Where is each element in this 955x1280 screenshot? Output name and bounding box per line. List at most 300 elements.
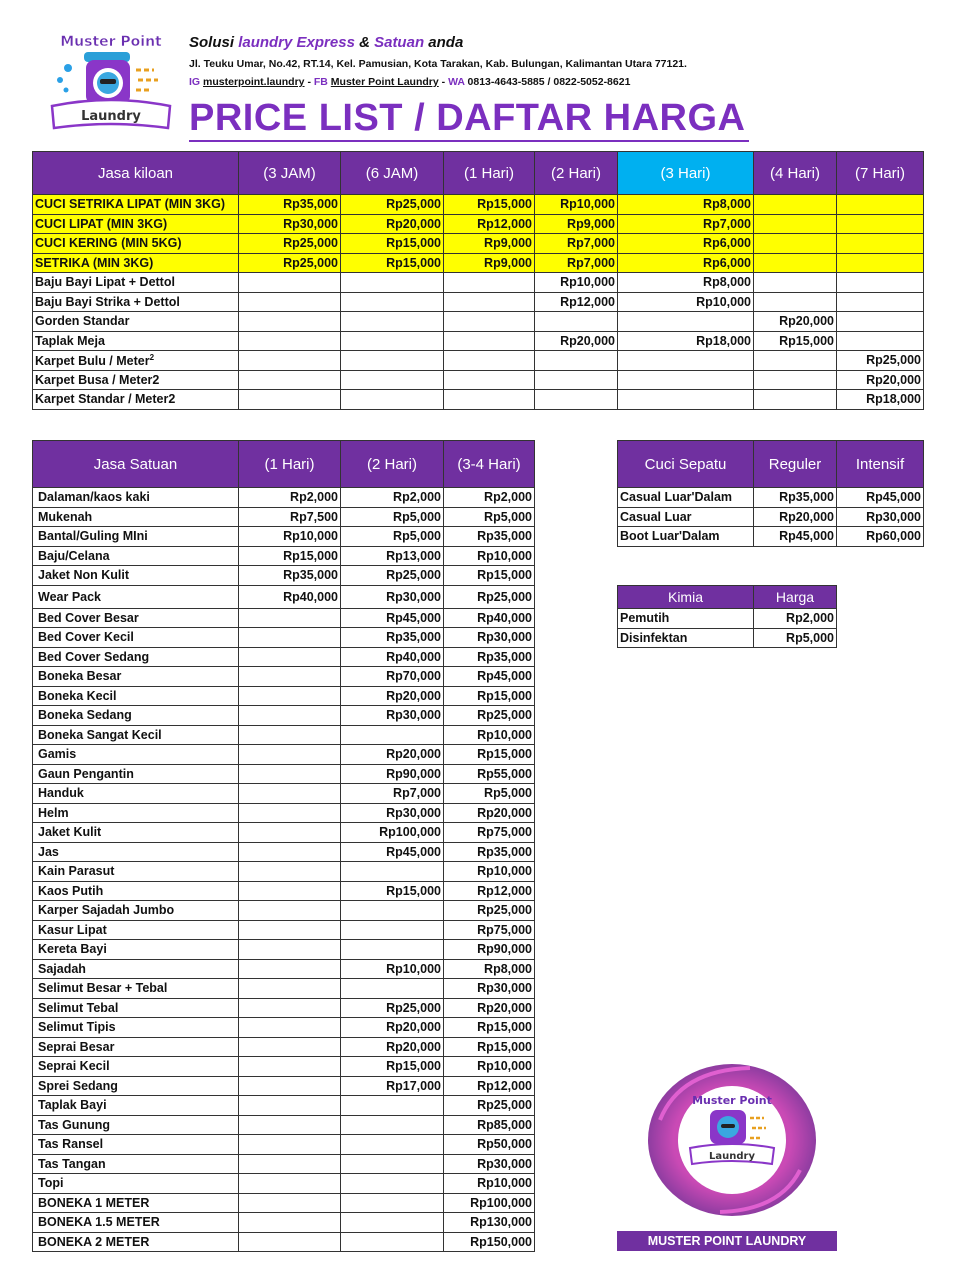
- satuan-row: [33, 940, 535, 960]
- satuan-price-cell: Rp15,000: [444, 1018, 535, 1038]
- sepatu-price-cell: Rp20,000: [754, 507, 837, 527]
- kiloan-header: (1 Hari): [444, 152, 535, 195]
- satuan-price-cell: Rp15,000: [444, 1037, 535, 1057]
- satuan-price-cell: Rp15,000: [444, 686, 535, 706]
- satuan-item-name: Helm: [33, 803, 239, 823]
- satuan-row: [33, 1057, 535, 1077]
- satuan-row: [33, 1135, 535, 1155]
- satuan-row: [33, 706, 535, 726]
- kiloan-price-cell: Rp12,000: [535, 292, 618, 312]
- kiloan-item-name: CUCI LIPAT (MIN 3KG): [33, 214, 239, 234]
- kiloan-price-cell: [535, 390, 618, 410]
- kiloan-header: (7 Hari): [837, 152, 924, 195]
- sepatu-price-cell: Rp45,000: [754, 527, 837, 547]
- kiloan-row: [33, 273, 924, 293]
- kiloan-price-cell: [837, 292, 924, 312]
- kiloan-price-cell: Rp7,000: [618, 214, 754, 234]
- satuan-price-cell: [341, 940, 444, 960]
- kiloan-price-cell: Rp15,000: [444, 195, 535, 215]
- kiloan-price-cell: Rp7,000: [535, 234, 618, 254]
- kiloan-price-cell: [618, 370, 754, 390]
- satuan-price-cell: [341, 862, 444, 882]
- satuan-price-cell: [239, 862, 341, 882]
- kiloan-price-cell: Rp8,000: [618, 273, 754, 293]
- satuan-price-cell: [239, 1193, 341, 1213]
- kimia-header: Harga: [754, 586, 837, 609]
- satuan-item-name: Selimut Tipis: [33, 1018, 239, 1038]
- kiloan-price-cell: [341, 292, 444, 312]
- sepatu-row: [618, 488, 924, 508]
- satuan-price-cell: Rp10,000: [444, 725, 535, 745]
- satuan-price-cell: Rp5,000: [444, 784, 535, 804]
- kimia-item-name: Disinfektan: [618, 628, 754, 648]
- satuan-item-name: Seprai Kecil: [33, 1057, 239, 1077]
- satuan-price-cell: Rp25,000: [444, 706, 535, 726]
- satuan-price-cell: [239, 1232, 341, 1252]
- kiloan-header: (4 Hari): [754, 152, 837, 195]
- satuan-row: [33, 823, 535, 843]
- tagline-part: anda: [428, 34, 464, 51]
- kiloan-item-name: CUCI SETRIKA LIPAT (MIN 3KG): [33, 195, 239, 215]
- satuan-price-cell: Rp13,000: [341, 546, 444, 566]
- satuan-row: [33, 1018, 535, 1038]
- kiloan-price-cell: Rp20,000: [535, 331, 618, 351]
- kiloan-row: [33, 312, 924, 332]
- kiloan-price-cell: [754, 234, 837, 254]
- satuan-item-name: Gaun Pengantin: [33, 764, 239, 784]
- kiloan-price-cell: [444, 390, 535, 410]
- kiloan-price-cell: Rp10,000: [535, 273, 618, 293]
- kiloan-item-name: Karpet Busa / Meter2: [33, 370, 239, 390]
- kiloan-price-cell: [754, 273, 837, 293]
- satuan-item-name: Kasur Lipat: [33, 920, 239, 940]
- satuan-item-name: Bed Cover Kecil: [33, 628, 239, 648]
- satuan-price-cell: Rp10,000: [444, 546, 535, 566]
- seal-name-text: Laundry: [709, 1151, 755, 1162]
- satuan-price-cell: Rp35,000: [444, 647, 535, 667]
- kiloan-row: [33, 292, 924, 312]
- kiloan-price-cell: [341, 331, 444, 351]
- satuan-row: [33, 1232, 535, 1252]
- satuan-price-cell: Rp30,000: [444, 628, 535, 648]
- satuan-row: [33, 1096, 535, 1116]
- satuan-price-cell: [341, 979, 444, 999]
- superscript-two: 2: [149, 352, 155, 362]
- satuan-price-cell: [239, 1135, 341, 1155]
- satuan-item-name: Bantal/Guling MIni: [33, 527, 239, 547]
- kimia-price-cell: Rp5,000: [754, 628, 837, 648]
- kiloan-item-name: Baju Bayi Lipat + Dettol: [33, 273, 239, 293]
- kiloan-price-cell: [239, 312, 341, 332]
- satuan-item-name: Baju/Celana: [33, 546, 239, 566]
- separator: -: [441, 76, 446, 88]
- kiloan-header: Jasa kiloan: [33, 152, 239, 195]
- satuan-row: [33, 862, 535, 882]
- satuan-price-cell: [239, 686, 341, 706]
- satuan-item-name: Jaket Non Kulit: [33, 566, 239, 586]
- tagline-highlight: Satuan: [374, 34, 425, 51]
- satuan-row: [33, 1213, 535, 1233]
- wa-label: WA: [448, 76, 465, 88]
- satuan-price-cell: Rp2,000: [239, 488, 341, 508]
- satuan-row: [33, 959, 535, 979]
- satuan-price-cell: [239, 1018, 341, 1038]
- satuan-price-cell: Rp30,000: [444, 979, 535, 999]
- kiloan-item-name: CUCI KERING (MIN 5KG): [33, 234, 239, 254]
- kiloan-price-cell: [239, 273, 341, 293]
- satuan-item-name: Selimut Tebal: [33, 998, 239, 1018]
- kiloan-price-cell: [535, 370, 618, 390]
- page-title: PRICE LIST / DAFTAR HARGA: [189, 96, 749, 142]
- kiloan-price-cell: [837, 331, 924, 351]
- kiloan-price-cell: [837, 312, 924, 332]
- satuan-price-cell: Rp15,000: [239, 546, 341, 566]
- kiloan-price-cell: Rp9,000: [444, 253, 535, 273]
- kiloan-price-cell: Rp15,000: [341, 253, 444, 273]
- kiloan-price-cell: [837, 234, 924, 254]
- kiloan-price-cell: Rp18,000: [837, 390, 924, 410]
- kiloan-item-name: Taplak Meja: [33, 331, 239, 351]
- kiloan-price-cell: [444, 312, 535, 332]
- kiloan-price-cell: Rp15,000: [754, 331, 837, 351]
- kiloan-price-cell: Rp30,000: [239, 214, 341, 234]
- tagline-highlight: laundry Express: [238, 34, 355, 51]
- satuan-row: [33, 784, 535, 804]
- satuan-header: (1 Hari): [239, 441, 341, 488]
- satuan-item-name: Topi: [33, 1174, 239, 1194]
- satuan-price-cell: Rp25,000: [341, 998, 444, 1018]
- satuan-price-cell: Rp35,000: [444, 842, 535, 862]
- kiloan-price-cell: Rp20,000: [341, 214, 444, 234]
- kiloan-price-cell: [837, 195, 924, 215]
- satuan-price-cell: Rp10,000: [444, 1057, 535, 1077]
- satuan-price-cell: Rp10,000: [444, 1174, 535, 1194]
- satuan-item-name: Kain Parasut: [33, 862, 239, 882]
- satuan-price-cell: [239, 784, 341, 804]
- satuan-price-cell: Rp75,000: [444, 823, 535, 843]
- kiloan-row: [33, 370, 924, 390]
- satuan-price-cell: [239, 1037, 341, 1057]
- kimia-row: [618, 628, 837, 648]
- kiloan-price-cell: Rp12,000: [444, 214, 535, 234]
- kiloan-item-name: Baju Bayi Strika + Dettol: [33, 292, 239, 312]
- kiloan-price-cell: [444, 370, 535, 390]
- satuan-row: [33, 1193, 535, 1213]
- satuan-row: [33, 842, 535, 862]
- satuan-price-cell: [239, 1174, 341, 1194]
- satuan-item-name: BONEKA 1 METER: [33, 1193, 239, 1213]
- kiloan-row: [33, 351, 924, 371]
- satuan-row: [33, 725, 535, 745]
- satuan-price-cell: Rp90,000: [341, 764, 444, 784]
- sepatu-row: [618, 527, 924, 547]
- seal-brand-text: Muster Point: [692, 1094, 772, 1107]
- whatsapp-numbers: 0813-4643-5885 / 0822-5052-8621: [467, 76, 631, 88]
- satuan-row: [33, 803, 535, 823]
- kiloan-price-cell: [754, 370, 837, 390]
- satuan-price-cell: [239, 940, 341, 960]
- satuan-item-name: BONEKA 1.5 METER: [33, 1213, 239, 1233]
- satuan-row: [33, 527, 535, 547]
- satuan-row: [33, 667, 535, 687]
- kiloan-price-cell: [341, 312, 444, 332]
- kiloan-price-cell: [754, 292, 837, 312]
- satuan-item-name: Boneka Besar: [33, 667, 239, 687]
- satuan-price-cell: [341, 1213, 444, 1233]
- satuan-item-name: Selimut Besar + Tebal: [33, 979, 239, 999]
- satuan-price-cell: Rp20,000: [341, 686, 444, 706]
- satuan-item-name: BONEKA 2 METER: [33, 1232, 239, 1252]
- satuan-item-name: Wear Pack: [33, 585, 239, 608]
- kiloan-item-name: Gorden Standar: [33, 312, 239, 332]
- satuan-item-name: Sajadah: [33, 959, 239, 979]
- satuan-price-cell: [341, 901, 444, 921]
- kiloan-price-cell: Rp7,000: [535, 253, 618, 273]
- sepatu-price-cell: Rp45,000: [837, 488, 924, 508]
- satuan-price-cell: Rp30,000: [341, 706, 444, 726]
- kiloan-price-cell: [341, 351, 444, 371]
- satuan-row: [33, 647, 535, 667]
- satuan-item-name: Jas: [33, 842, 239, 862]
- satuan-item-name: Tas Ransel: [33, 1135, 239, 1155]
- satuan-price-cell: Rp20,000: [341, 745, 444, 765]
- tagline-part: &: [359, 34, 370, 51]
- kiloan-header: (3 Hari): [618, 152, 754, 195]
- satuan-price-cell: Rp5,000: [341, 527, 444, 547]
- kiloan-price-cell: [754, 195, 837, 215]
- satuan-price-cell: Rp20,000: [341, 1037, 444, 1057]
- kiloan-price-cell: Rp6,000: [618, 234, 754, 254]
- satuan-row: [33, 764, 535, 784]
- satuan-item-name: Tas Gunung: [33, 1115, 239, 1135]
- kiloan-row: [33, 214, 924, 234]
- facebook-page[interactable]: Muster Point Laundry: [330, 76, 439, 88]
- satuan-header: Jasa Satuan: [33, 441, 239, 488]
- satuan-header: (3-4 Hari): [444, 441, 535, 488]
- kiloan-price-cell: [618, 390, 754, 410]
- satuan-price-cell: [341, 725, 444, 745]
- satuan-price-cell: Rp25,000: [444, 1096, 535, 1116]
- kiloan-price-cell: [341, 390, 444, 410]
- kiloan-price-cell: Rp18,000: [618, 331, 754, 351]
- satuan-price-cell: Rp75,000: [444, 920, 535, 940]
- kiloan-price-cell: [444, 273, 535, 293]
- satuan-price-cell: [341, 1174, 444, 1194]
- satuan-item-name: Gamis: [33, 745, 239, 765]
- fb-label: FB: [313, 76, 328, 88]
- satuan-item-name: Taplak Bayi: [33, 1096, 239, 1116]
- sepatu-price-cell: Rp35,000: [754, 488, 837, 508]
- satuan-item-name: Bed Cover Besar: [33, 608, 239, 628]
- satuan-price-cell: Rp100,000: [341, 823, 444, 843]
- ig-label: IG: [189, 76, 201, 88]
- satuan-price-cell: [239, 1096, 341, 1116]
- satuan-price-cell: [239, 647, 341, 667]
- kiloan-price-cell: [239, 331, 341, 351]
- satuan-price-cell: [239, 1154, 341, 1174]
- satuan-row: [33, 628, 535, 648]
- kiloan-price-cell: [754, 390, 837, 410]
- satuan-price-cell: Rp150,000: [444, 1232, 535, 1252]
- separator: -: [307, 76, 311, 88]
- sepatu-header: Intensif: [837, 441, 924, 488]
- instagram-handle[interactable]: musterpoint.laundry: [203, 76, 305, 88]
- sepatu-row: [618, 507, 924, 527]
- satuan-price-cell: [239, 842, 341, 862]
- kiloan-row: [33, 331, 924, 351]
- satuan-price-cell: [341, 1115, 444, 1135]
- satuan-price-cell: Rp17,000: [341, 1076, 444, 1096]
- satuan-row: [33, 488, 535, 508]
- kiloan-price-cell: Rp15,000: [341, 234, 444, 254]
- satuan-item-name: Kaos Putih: [33, 881, 239, 901]
- satuan-row: [33, 920, 535, 940]
- sepatu-item-name: Casual Luar: [618, 507, 754, 527]
- satuan-price-cell: Rp70,000: [341, 667, 444, 687]
- kiloan-price-cell: Rp8,000: [618, 195, 754, 215]
- kiloan-price-cell: [754, 253, 837, 273]
- kiloan-row: [33, 253, 924, 273]
- satuan-price-cell: [341, 1096, 444, 1116]
- satuan-row: [33, 745, 535, 765]
- kiloan-price-cell: [239, 370, 341, 390]
- logo-name-text: Laundry: [81, 109, 141, 124]
- kiloan-item-name: Karpet Standar / Meter2: [33, 390, 239, 410]
- satuan-item-name: Boneka Sangat Kecil: [33, 725, 239, 745]
- satuan-item-name: Sprei Sedang: [33, 1076, 239, 1096]
- kiloan-header: (6 JAM): [341, 152, 444, 195]
- satuan-item-name: Boneka Sedang: [33, 706, 239, 726]
- satuan-price-cell: Rp15,000: [341, 1057, 444, 1077]
- satuan-row: [33, 546, 535, 566]
- sepatu-header: Reguler: [754, 441, 837, 488]
- kimia-header: Kimia: [618, 586, 754, 609]
- satuan-price-cell: Rp30,000: [444, 1154, 535, 1174]
- satuan-item-name: Kereta Bayi: [33, 940, 239, 960]
- kiloan-row: [33, 390, 924, 410]
- logo-brand-text: Muster Point: [60, 34, 162, 50]
- satuan-price-cell: [341, 920, 444, 940]
- satuan-price-cell: [239, 823, 341, 843]
- satuan-row: [33, 566, 535, 586]
- satuan-item-name: Dalaman/kaos kaki: [33, 488, 239, 508]
- satuan-item-name: Jaket Kulit: [33, 823, 239, 843]
- jasa-kiloan-table: [32, 151, 924, 410]
- kiloan-price-cell: [239, 292, 341, 312]
- satuan-price-cell: Rp10,000: [341, 959, 444, 979]
- satuan-price-cell: [239, 764, 341, 784]
- kiloan-price-cell: [239, 351, 341, 371]
- sepatu-item-name: Boot Luar'Dalam: [618, 527, 754, 547]
- satuan-item-name: Seprai Besar: [33, 1037, 239, 1057]
- kiloan-header: (2 Hari): [535, 152, 618, 195]
- satuan-price-cell: Rp10,000: [444, 862, 535, 882]
- satuan-price-cell: Rp12,000: [444, 1076, 535, 1096]
- kiloan-price-cell: Rp25,000: [239, 234, 341, 254]
- satuan-price-cell: Rp10,000: [239, 527, 341, 547]
- satuan-row: [33, 998, 535, 1018]
- satuan-item-name: Bed Cover Sedang: [33, 647, 239, 667]
- kiloan-price-cell: [754, 214, 837, 234]
- satuan-price-cell: [239, 1213, 341, 1233]
- sepatu-price-cell: Rp60,000: [837, 527, 924, 547]
- satuan-item-name: Handuk: [33, 784, 239, 804]
- satuan-row: [33, 585, 535, 608]
- satuan-price-cell: [341, 1232, 444, 1252]
- kiloan-price-cell: [837, 273, 924, 293]
- satuan-price-cell: Rp20,000: [444, 998, 535, 1018]
- satuan-price-cell: Rp40,000: [341, 647, 444, 667]
- satuan-price-cell: Rp12,000: [444, 881, 535, 901]
- kiloan-price-cell: [444, 331, 535, 351]
- satuan-row: [33, 901, 535, 921]
- satuan-price-cell: [239, 881, 341, 901]
- satuan-price-cell: Rp55,000: [444, 764, 535, 784]
- satuan-price-cell: [239, 901, 341, 921]
- satuan-price-cell: Rp90,000: [444, 940, 535, 960]
- satuan-price-cell: Rp35,000: [239, 566, 341, 586]
- address: Jl. Teuku Umar, No.42, RT.14, Kel. Pamusian, Kota Tarakan, Kab. Bulungan, Kalimantan Utara 77121.: [189, 58, 687, 70]
- cuci-sepatu-table: [617, 440, 924, 547]
- satuan-price-cell: [239, 725, 341, 745]
- contact-line: [189, 76, 630, 88]
- satuan-price-cell: Rp15,000: [444, 745, 535, 765]
- satuan-price-cell: Rp20,000: [444, 803, 535, 823]
- kiloan-price-cell: Rp10,000: [618, 292, 754, 312]
- kiloan-price-cell: [341, 370, 444, 390]
- satuan-price-cell: Rp50,000: [444, 1135, 535, 1155]
- kiloan-price-cell: Rp20,000: [837, 370, 924, 390]
- kiloan-price-cell: Rp25,000: [341, 195, 444, 215]
- kiloan-price-cell: [754, 351, 837, 371]
- satuan-price-cell: [239, 608, 341, 628]
- satuan-price-cell: [239, 1115, 341, 1135]
- satuan-price-cell: Rp2,000: [444, 488, 535, 508]
- jasa-satuan-table: [32, 440, 535, 1252]
- satuan-price-cell: [239, 998, 341, 1018]
- satuan-price-cell: Rp35,000: [444, 527, 535, 547]
- satuan-price-cell: Rp8,000: [444, 959, 535, 979]
- kiloan-price-cell: Rp10,000: [535, 195, 618, 215]
- satuan-row: [33, 1037, 535, 1057]
- satuan-price-cell: Rp35,000: [341, 628, 444, 648]
- satuan-price-cell: [239, 803, 341, 823]
- kimia-table: [617, 585, 837, 648]
- satuan-row: [33, 686, 535, 706]
- satuan-price-cell: [239, 706, 341, 726]
- kimia-price-cell: Rp2,000: [754, 609, 837, 629]
- kiloan-price-cell: [444, 292, 535, 312]
- satuan-row: [33, 1154, 535, 1174]
- satuan-price-cell: Rp7,000: [341, 784, 444, 804]
- kiloan-price-cell: Rp6,000: [618, 253, 754, 273]
- satuan-price-cell: Rp25,000: [341, 566, 444, 586]
- satuan-price-cell: Rp45,000: [444, 667, 535, 687]
- satuan-item-name: Karper Sajadah Jumbo: [33, 901, 239, 921]
- satuan-price-cell: [239, 1076, 341, 1096]
- satuan-price-cell: [239, 1057, 341, 1077]
- satuan-price-cell: Rp5,000: [444, 507, 535, 527]
- satuan-price-cell: [239, 959, 341, 979]
- satuan-price-cell: Rp85,000: [444, 1115, 535, 1135]
- kiloan-item-name: SETRIKA (MIN 3KG): [33, 253, 239, 273]
- satuan-price-cell: Rp2,000: [341, 488, 444, 508]
- sepatu-price-cell: Rp30,000: [837, 507, 924, 527]
- satuan-price-cell: Rp30,000: [341, 585, 444, 608]
- satuan-price-cell: Rp45,000: [341, 842, 444, 862]
- kiloan-header: (3 JAM): [239, 152, 341, 195]
- kiloan-price-cell: Rp9,000: [535, 214, 618, 234]
